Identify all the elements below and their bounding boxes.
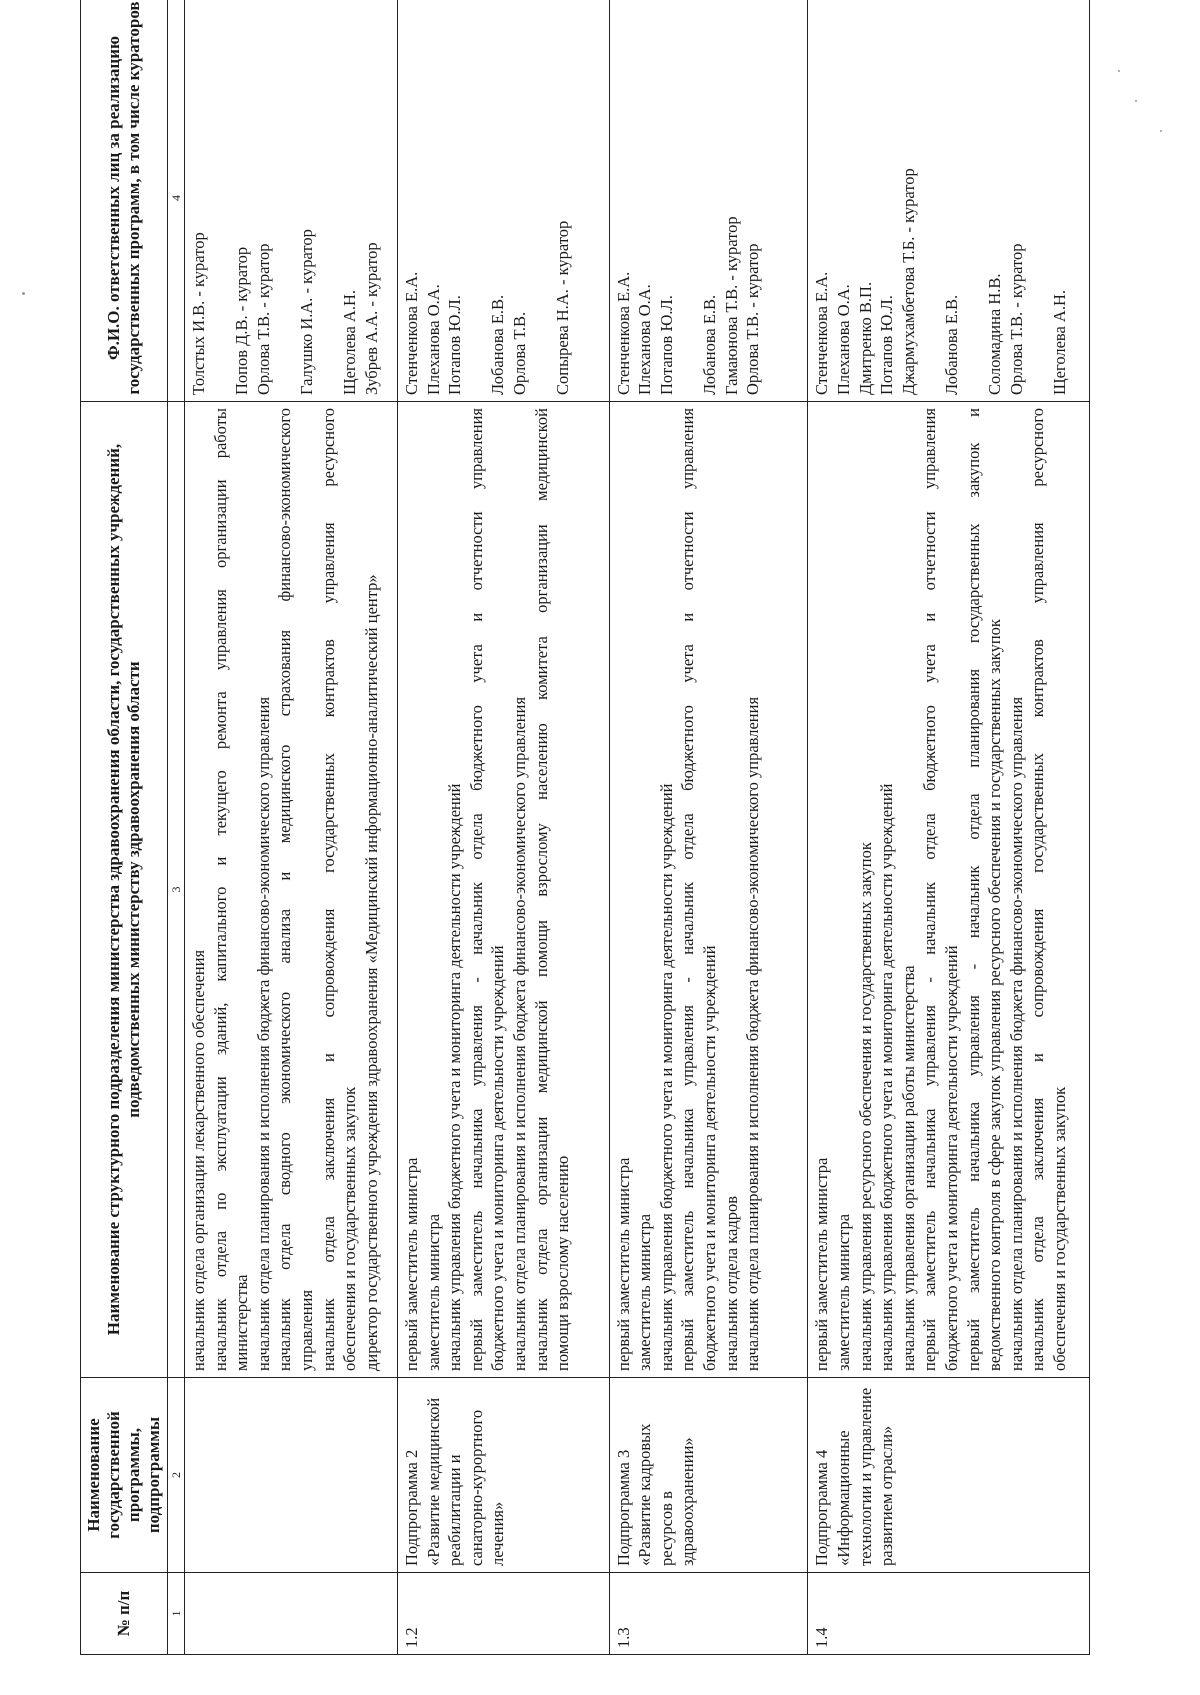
responsible-persons (398, 0, 610, 402)
person-line: Галушко И.А. - куратор (296, 229, 316, 395)
person-line: Джармухамбетова Т.Б. - куратор (898, 168, 918, 395)
person-line: Стенченкова Е.А. (613, 271, 633, 395)
position-line: начальник отдела планирования и исполнения бюджета финансово-экономического управления (743, 696, 763, 1371)
header-persons: Ф.И.О. ответственных лиц за реализацию государственных программ, в том числе кураторов (81, 0, 168, 402)
person-line: Сопырева Н.А. - куратор (553, 220, 573, 395)
department-positions (808, 402, 1090, 1378)
position-line: ведомственного контроля в сфере закупок управления ресурсного обеспечения и государственных закупок (985, 619, 1005, 1371)
program-name-line: Подпрограмма 2 (402, 1449, 421, 1566)
person-line: Лобанова Е.В. (699, 294, 719, 395)
person-line: Стенченкова Е.А. (812, 271, 832, 395)
position-line: министерства (232, 1274, 252, 1371)
position-line: бюджетного учета и мониторинга деятельности учреждений (942, 945, 962, 1371)
position-line: начальник управления организации работы министерства (898, 965, 918, 1371)
position-line: начальник отдела заключения и сопровождения государственных контрактов управления ресурсного (318, 408, 338, 1371)
department-positions (185, 402, 398, 1378)
person-line (1027, 1, 1049, 395)
person-line: Гамаюнова Т.В. - куратор (721, 216, 741, 395)
scan-speck (22, 292, 25, 295)
position-line: начальник управления бюджетного учета и мониторинга деятельности учреждений (656, 783, 676, 1371)
person-line: Дмитренко В.П. (855, 281, 875, 395)
person-line (274, 1, 296, 395)
person-line: Стенченкова Е.А. (402, 271, 421, 395)
responsible-persons (808, 0, 1090, 402)
program-name-line: «Развитие медицинской реабилитации и санаторно-курортного лечения» (423, 1397, 508, 1566)
program-name (185, 1378, 398, 1573)
position-line: начальник отдела планирования и исполнения бюджета финансово-экономического управления (253, 696, 273, 1371)
position-line: помощи взрослому населению (553, 1155, 573, 1371)
person-line: Попов Д.В. - куратор (232, 246, 252, 395)
position-line: заместитель министра (635, 1213, 655, 1371)
position-line: первый заместитель начальника управления - начальник отдела бюджетного учета и отчетности управления (466, 408, 486, 1371)
position-line: заместитель министра (423, 1213, 443, 1371)
position-line: обеспечения и государственных закупок (1049, 1086, 1069, 1371)
department-positions (398, 402, 610, 1378)
row-number: 1.4 (808, 1573, 1090, 1655)
position-line: начальник управления бюджетного учета и мониторинга деятельности учреждений (877, 783, 897, 1371)
person-line: Щеголева А.Н. (1049, 289, 1069, 395)
person-line: Щеголева А.Н. (340, 289, 360, 395)
position-line: начальник отдела кадров (721, 1195, 741, 1371)
header-row (81, 0, 168, 1655)
person-line (919, 1, 941, 395)
program-name-line: Подпрограмма 3 (613, 1449, 633, 1566)
position-line: начальник отдела организации лекарственного обеспечения (189, 949, 208, 1371)
person-line (318, 1, 340, 395)
responsibility-table (80, 0, 1090, 1655)
position-line: первый заместитель начальника управления - начальник отдела бюджетного учета и отчетности управления (920, 408, 940, 1371)
program-name (609, 1378, 808, 1573)
position-line: бюджетного учета и мониторинга деятельности учреждений (488, 945, 508, 1371)
position-line: управления (296, 1289, 316, 1371)
position-line: первый заместитель министра (812, 1157, 832, 1371)
person-line (466, 1, 488, 395)
position-line: первый заместитель министра (402, 1157, 421, 1371)
position-line: начальник управления бюджетного учета и мониторинга деятельности учреждений (445, 783, 465, 1371)
person-line: Потапов Ю.Л. (656, 295, 676, 395)
person-line: Лобанова Е.В. (942, 294, 962, 395)
position-line: начальник отдела организации медицинской помощи взрослому населению комитета организации медицинской (531, 408, 551, 1371)
scan-speck (1118, 70, 1120, 72)
person-line: Потапов Ю.Л. (877, 295, 897, 395)
person-line: Толстых И.В. - куратор (189, 232, 208, 395)
department-positions (609, 402, 808, 1378)
program-name-line: «Информационные технологии и управление развитием отрасли» (834, 1387, 897, 1566)
table-row (398, 0, 610, 1655)
row-number: 1.2 (398, 1573, 610, 1655)
person-line: Орлова Т.В. - куратор (743, 243, 763, 395)
column-number: 4 (168, 0, 185, 402)
program-name-line: «Развитие кадровых ресурсов в здравоохранении» (635, 1423, 698, 1566)
position-line: начальник отдела планирования и исполнения бюджета финансово-экономического управления (509, 696, 529, 1371)
person-line: Плеханова О.А. (635, 284, 655, 395)
table-row (808, 0, 1090, 1655)
program-name-line: Подпрограмма 4 (812, 1449, 832, 1566)
program-name (808, 1378, 1090, 1573)
position-line: начальник отдела сводного экономического анализа и медицинского страхования финансово-экономического (275, 408, 295, 1371)
position-line: заместитель министра (834, 1213, 854, 1371)
person-line: Потапов Ю.Л. (445, 295, 465, 395)
column-number-row (168, 0, 185, 1655)
responsible-persons (609, 0, 808, 402)
column-number: 3 (168, 402, 185, 1378)
table-row (185, 0, 398, 1655)
rotated-table-sheet (80, 0, 1090, 1655)
responsible-persons (185, 0, 398, 402)
position-line: бюджетного учета и мониторинга деятельности учреждений (699, 945, 719, 1371)
person-line (210, 1, 232, 395)
person-line: Лобанова Е.В. (488, 294, 508, 395)
position-line: начальник отдела планирования и исполнения бюджета финансово-экономического управления (1006, 696, 1026, 1371)
column-number: 2 (168, 1378, 185, 1573)
position-line: первый заместитель начальника управления - начальник отдела планирования государственных закупок и (963, 408, 983, 1371)
person-line: Зубрев А.А. - куратор (361, 242, 381, 395)
position-line: начальник управления ресурсного обеспечения и государственных закупок (855, 842, 875, 1371)
person-line: Соломадина Н.В. (985, 273, 1005, 395)
scan-speck (1135, 100, 1137, 102)
person-line (677, 1, 699, 395)
scan-speck (1160, 130, 1162, 132)
position-line: обеспечения и государственных закупок (340, 1086, 360, 1371)
position-line: начальник отдела заключения и сопровождения государственных контрактов управления ресурсного (1028, 408, 1048, 1371)
person-line: Орлова Т.В. - куратор (1006, 243, 1026, 395)
person-line (531, 1, 553, 395)
header-department: Наименование структурного подразделения министерства здравоохранения области, государственных учреждений, подведомственных министерству здравоохранения области (81, 402, 168, 1378)
row-number: 1.3 (609, 1573, 808, 1655)
table-row (609, 0, 808, 1655)
row-number (185, 1573, 398, 1655)
person-line: Плеханова О.А. (423, 284, 443, 395)
column-number: 1 (168, 1573, 185, 1655)
person-line: Орлова Т.В. - куратор (253, 243, 273, 395)
person-line (963, 1, 985, 395)
program-name (398, 1378, 610, 1573)
position-line: директор государственного учреждения здравоохранения «Медицинский информационно-аналитический центр» (361, 574, 381, 1371)
person-line: Плеханова О.А. (834, 284, 854, 395)
position-line: первый заместитель начальника управления - начальник отдела бюджетного учета и отчетности управления (678, 408, 698, 1371)
position-line: первый заместитель министра (613, 1157, 633, 1371)
person-line: Орлова Т.В. (509, 311, 529, 395)
header-num: № п/п (81, 1573, 168, 1655)
header-program: Наименование государственной программы, подпрограммы (81, 1378, 168, 1573)
position-line: начальник отдела по эксплуатации зданий, капитального и текущего ремонта управления организации работы (210, 408, 230, 1371)
